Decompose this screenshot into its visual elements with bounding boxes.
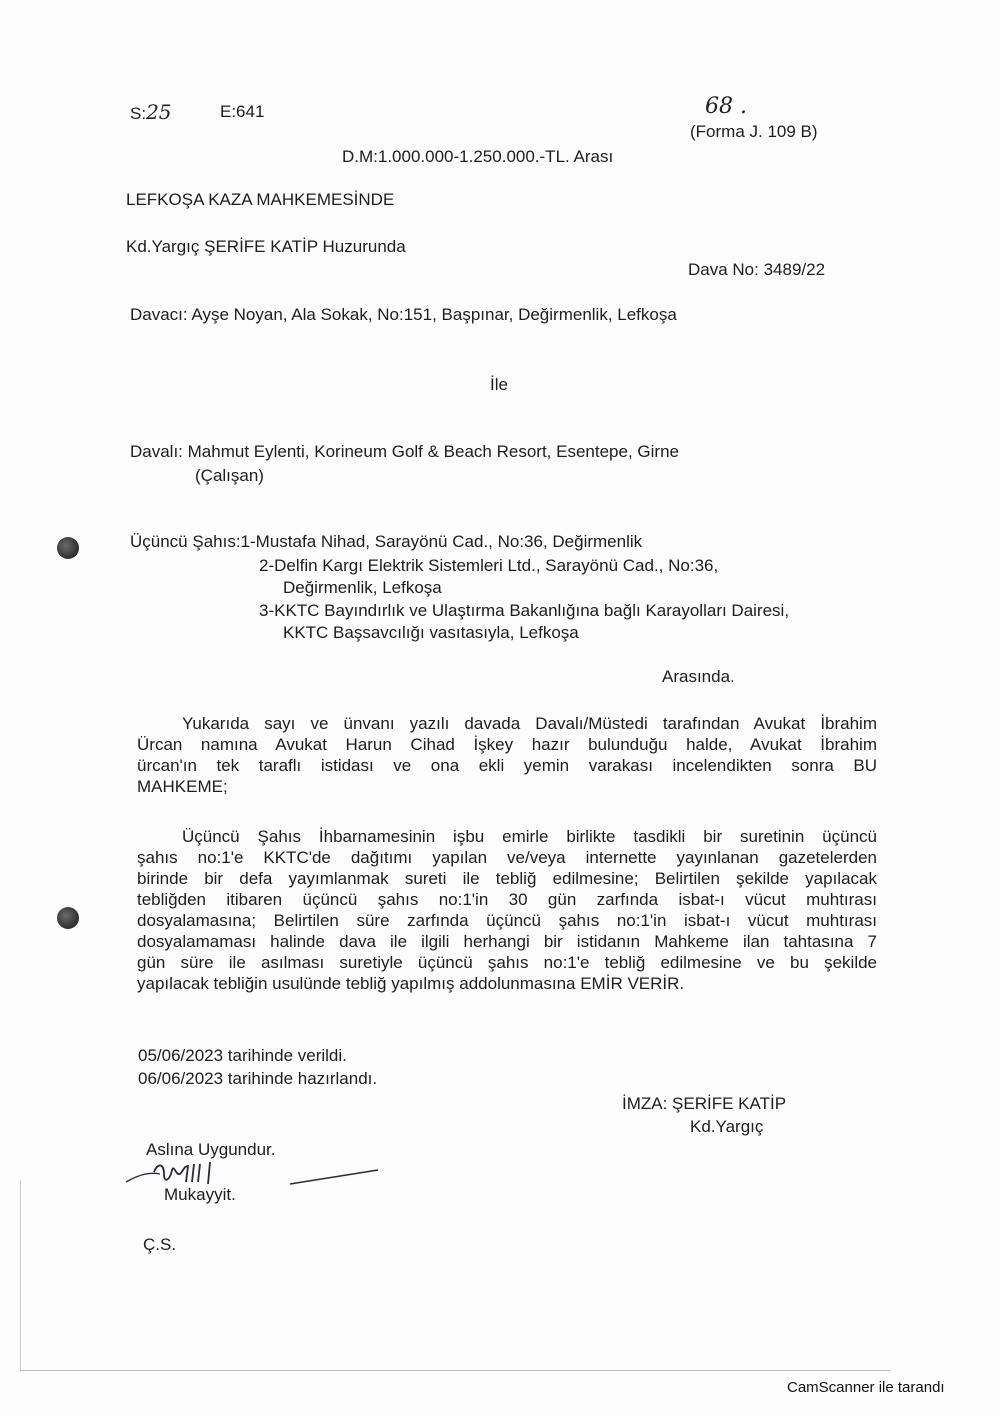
court-name: LEFKOŞA KAZA MAHKEMESİNDE	[126, 190, 395, 209]
handwritten-signature	[120, 1150, 390, 1200]
s-ref	[130, 100, 172, 124]
date-prepared: 06/06/2023 tarihinde hazırlandı.	[138, 1069, 378, 1088]
third-party-3a: 3-KKTC Bayındırlık ve Ulaştırma Bakanlığına bağlı Karayolları Dairesi,	[259, 601, 790, 620]
paragraph-line: birinde bir defa yayımlanmak sureti ile tebliğ edilmesine; Belirtilen şekilde yapılacak	[137, 869, 877, 888]
paragraph-line: Üçüncü Şahıs İhbarnamesinin işbu emirle birlikte tasdikli bir suretinin üçüncü	[182, 827, 877, 846]
e-ref: E:641	[220, 102, 265, 121]
scan-edge-bottom	[20, 1370, 890, 1371]
form-number: (Forma J. 109 B)	[690, 122, 818, 141]
third-party-2b: Değirmenlik, Lefkoşa	[283, 578, 442, 597]
with-label: İle	[490, 375, 508, 394]
third-party-2a: 2-Delfin Kargı Elektrik Sistemleri Ltd., Sarayönü Cad., No:36,	[259, 556, 719, 575]
judge-line: Kd.Yargıç ŞERİFE KATİP Huzurunda	[126, 237, 406, 256]
true-copy-label: Aslına Uygundur.	[146, 1140, 276, 1159]
defendant-line-1: Davalı: Mahmut Eylenti, Korineum Golf & Beach Resort, Esentepe, Girne	[130, 442, 679, 461]
punch-hole-top	[57, 537, 79, 559]
case-number: Dava No: 3489/22	[688, 260, 826, 279]
signature-title: Kd.Yargıç	[690, 1117, 764, 1136]
paragraph-line: MAHKEME;	[137, 777, 228, 796]
s-handwritten-value: 25	[146, 100, 172, 124]
paragraph-line: Ürcan namına Avukat Harun Cihad İşkey hazır bulunduğu halde, Avukat İbrahim	[137, 735, 877, 754]
paragraph-line: ürcan'ın tek taraflı istidası ve ona ekli yemin varakası incelendikten sonra BU	[137, 756, 877, 775]
paragraph-line: gün süre ile asılması suretiyle üçüncü şahıs no:1'e tebliğ edilmesine ve bu şekilde	[137, 953, 877, 972]
paragraph-line: dosyalamaması halinde dava ile ilgili herhangi bir istidanın Mahkeme ilan tahtasına 7	[137, 932, 877, 951]
punch-hole-bottom	[57, 907, 79, 929]
order-paragraph-2	[137, 826, 877, 994]
paragraph-line: tebliğden itibaren üçüncü şahıs no:1'in 30 gün zarfında isbat-ı vücut muhtırası	[137, 890, 877, 909]
signature-line: İMZA: ŞERİFE KATİP	[622, 1094, 787, 1113]
paragraph-line: dosyalamasına; Belirtilen süre zarfında üçüncü şahıs no:1'in isbat-ı vücut muhtırası	[137, 911, 877, 930]
plaintiff: Davacı: Ayşe Noyan, Ala Sokak, No:151, Başpınar, Değirmenlik, Lefkoşa	[130, 305, 677, 324]
date-given: 05/06/2023 tarihinde verildi.	[138, 1046, 347, 1065]
paragraph-line: yapılacak tebliğin usulünde tebliğ yapılmış addolunmasına EMİR VERİR.	[137, 974, 685, 993]
third-party-3b: KKTC Başsavcılığı vasıtasıyla, Lefkoşa	[283, 623, 579, 642]
between-label: Arasında.	[662, 667, 735, 686]
dm-range: D.M:1.000.000-1.250.000.-TL. Arası	[342, 147, 614, 166]
third-party-1: Üçüncü Şahıs:1-Mustafa Nihad, Sarayönü Cad., No:36, Değirmenlik	[130, 532, 643, 551]
scan-edge-left	[20, 1180, 21, 1370]
s-label: S:	[130, 104, 147, 123]
registrar-label: Mukayyit.	[164, 1185, 236, 1204]
defendant-line-2: (Çalışan)	[195, 466, 264, 485]
page-number-handwritten: 68 .	[705, 94, 747, 119]
paragraph-line: şahıs no:1'e KKTC'de dağıtımı yapılan ve/veya internette yayınlanan gazetelerden	[137, 848, 877, 867]
scanner-watermark: CamScanner ile tarandı	[787, 1379, 945, 1396]
paragraph-line: Yukarıda sayı ve ünvanı yazılı davada Davalı/Müstedi tarafından Avukat İbrahim	[182, 714, 877, 733]
initials: Ç.S.	[143, 1235, 177, 1254]
order-paragraph-1	[137, 713, 877, 797]
